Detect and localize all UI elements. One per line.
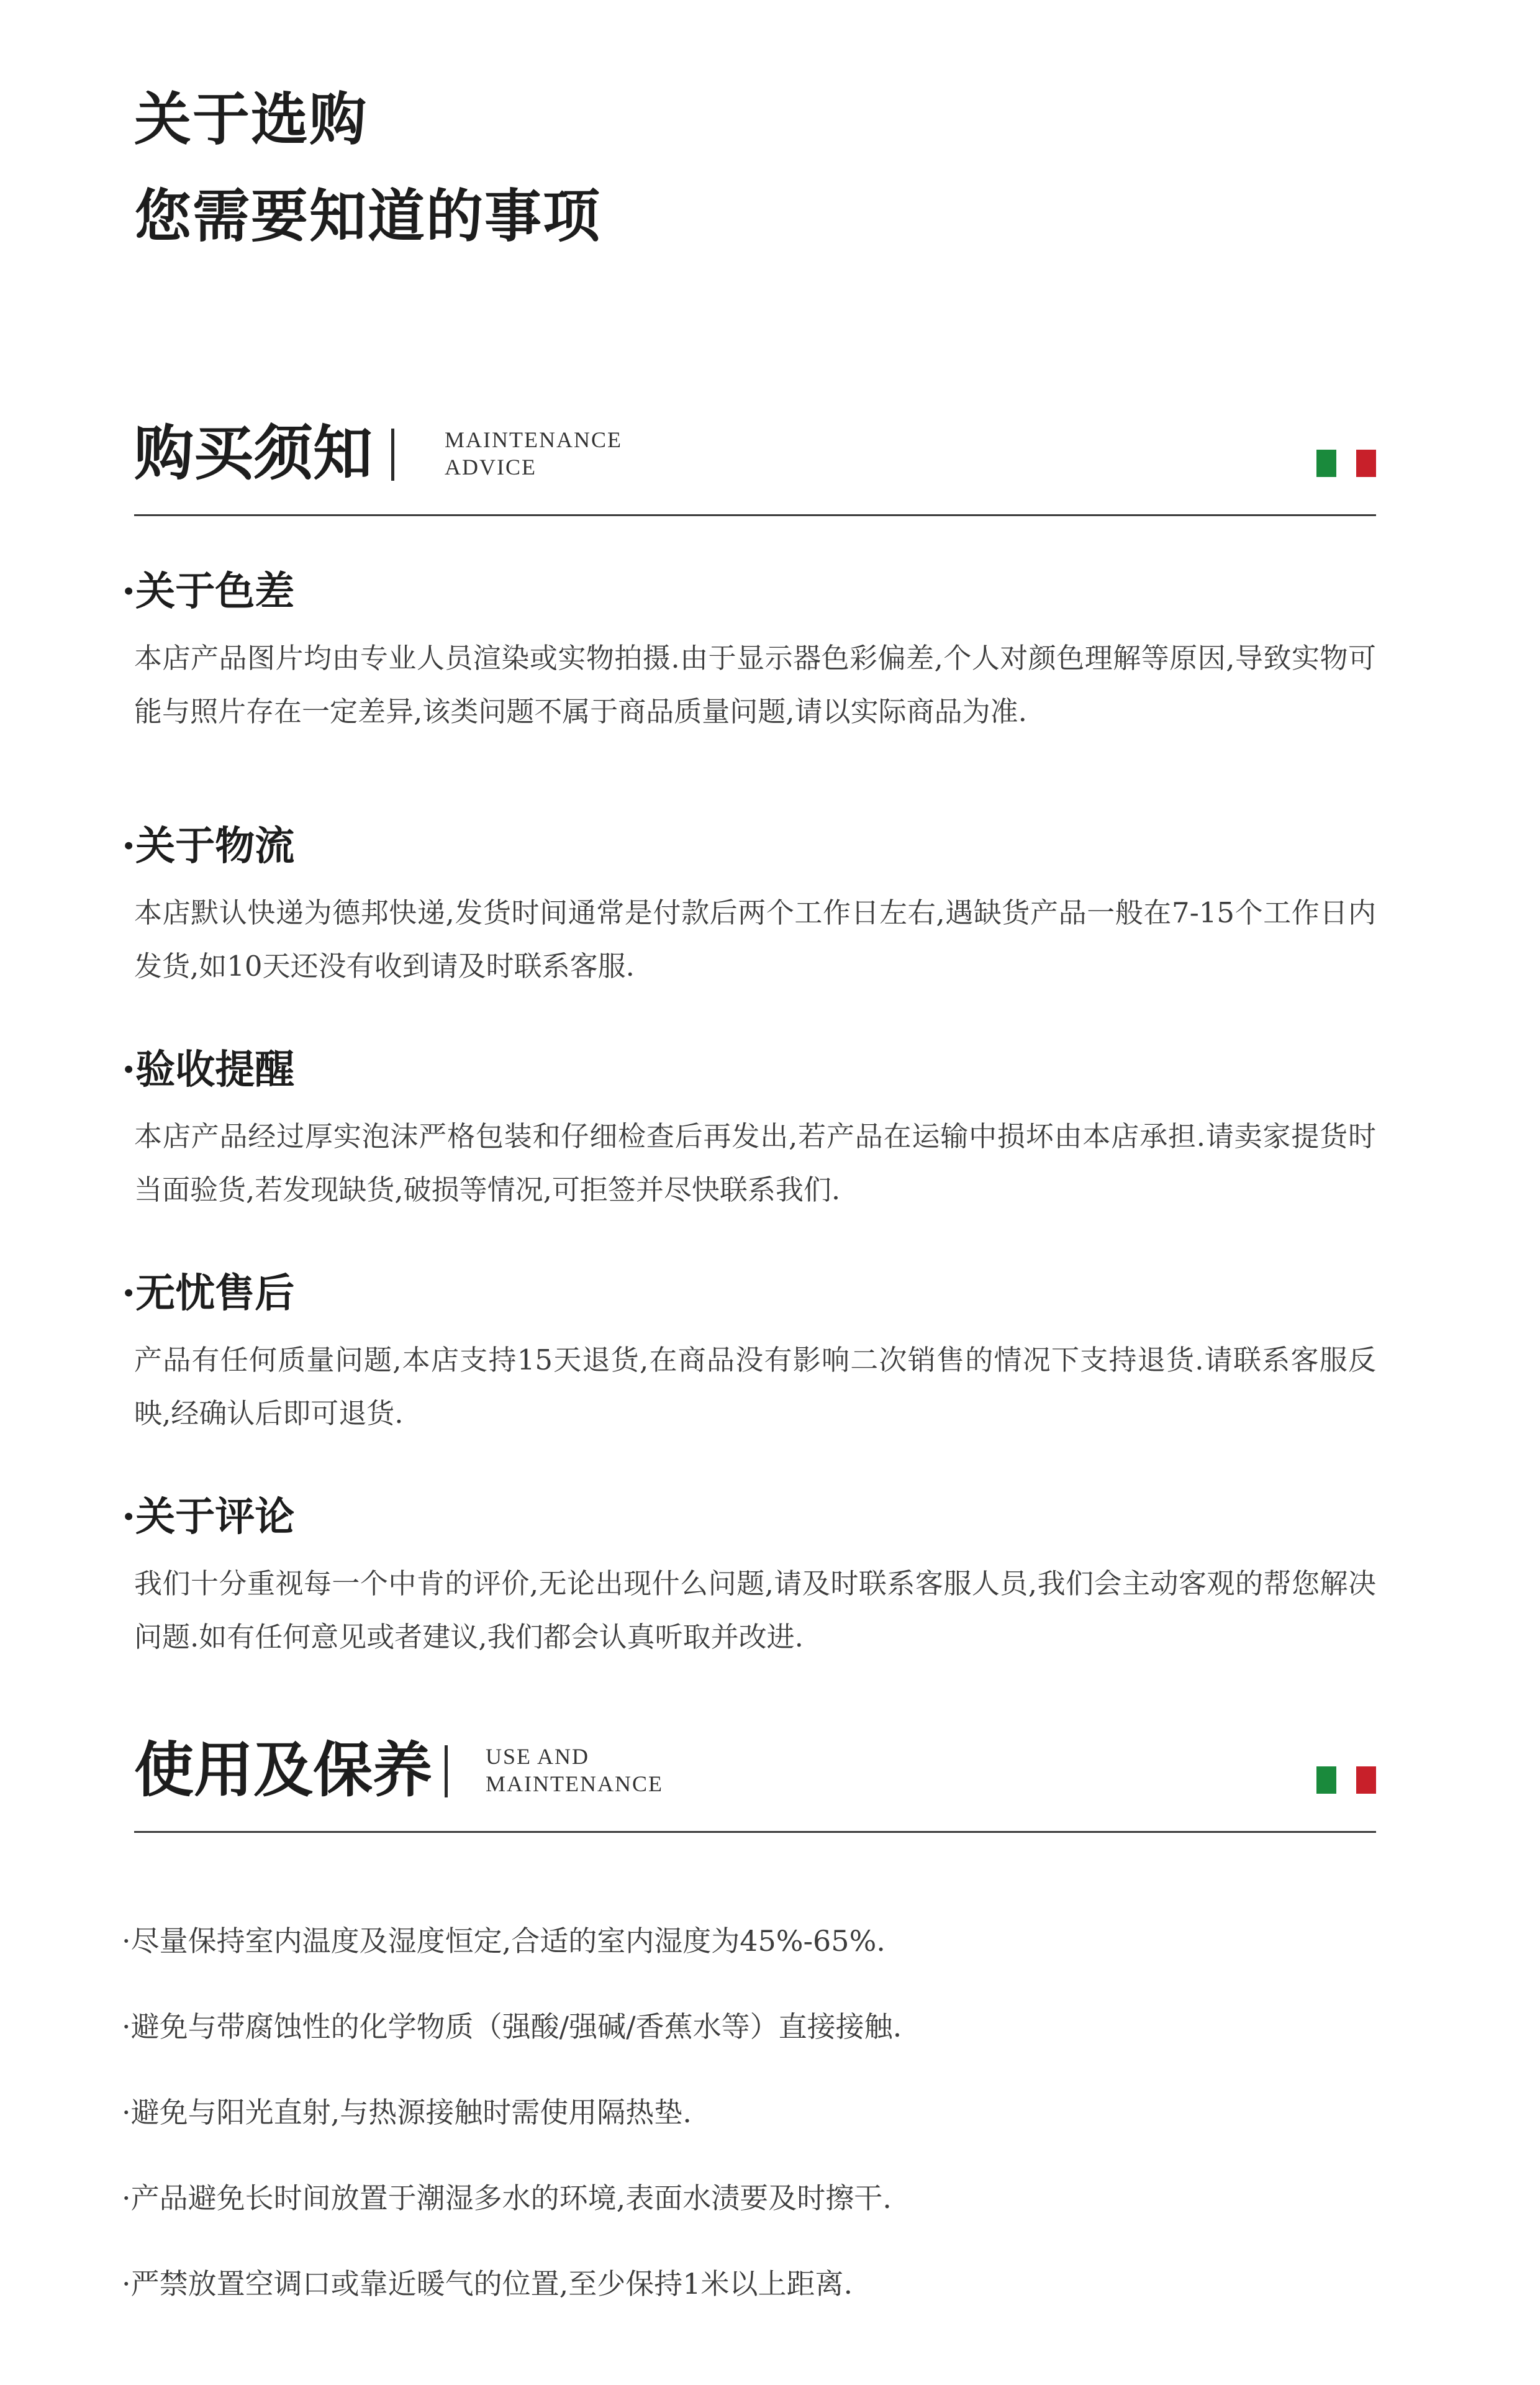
notice-body: 产品有任何质量问题,本店支持15天退货,在商品没有影响二次销售的情况下支持退货.请联系客服反映,经确认后即可退货.	[134, 1343, 1376, 1430]
purchase-section-subtitle	[445, 426, 622, 481]
title-divider	[445, 1745, 448, 1797]
subtitle-line1: MAINTENANCE	[445, 427, 622, 452]
notice-body: 本店产品经过厚实泡沫严格包装和仔细检查后再发出,若产品在运输中损坏由本店承担.请卖家提货时当面验货,若发现缺货,破损等情况,可拒签并尽快联系我们.	[134, 1120, 1376, 1206]
subtitle-line2: ADVICE	[445, 455, 537, 479]
care-item-chemicals: ·避免与带腐蚀性的化学物质（强酸/强碱/香蕉水等）直接接触.	[122, 2010, 902, 2043]
notice-item-logistics	[122, 823, 1379, 993]
flag-green-stripe	[1316, 1766, 1336, 1794]
notice-heading: ·关于物流	[122, 823, 295, 870]
title-divider	[391, 429, 394, 481]
notice-heading: ·验收提醒	[122, 1047, 295, 1093]
notice-body: 本店产品图片均由专业人员渲染或实物拍摄.由于显示器色彩偏差,个人对颜色理解等原因,导致实物可能与照片存在一定差异,该类问题不属于商品质量问题,请以实际商品为准.	[134, 642, 1376, 728]
notice-heading: ·无忧售后	[122, 1270, 295, 1317]
italian-flag-icon	[1316, 450, 1376, 477]
care-item-humidity: ·尽量保持室内温度及湿度恒定,合适的室内湿度为45%-65%.	[122, 1924, 886, 1958]
care-section-title: 使用及保养	[134, 1735, 432, 1805]
notice-body: 我们十分重视每一个中肯的评价,无论出现什么问题,请及时联系客服人员,我们会主动客观的帮您解决问题.如有任何意见或者建议,我们都会认真听取并改进.	[134, 1567, 1376, 1653]
italian-flag-icon	[1316, 1766, 1376, 1794]
notice-heading: ·关于色差	[122, 568, 295, 615]
intro-title-line1: 关于选购	[134, 86, 368, 153]
subtitle-line2: MAINTENANCE	[486, 1771, 663, 1796]
flag-green-stripe	[1316, 450, 1336, 477]
purchase-section-header	[134, 418, 1376, 548]
notice-item-after-sales	[122, 1270, 1379, 1440]
intro-title-line2: 您需要知道的事项	[134, 183, 602, 250]
notice-body: 本店默认快递为德邦快递,发货时间通常是付款后两个工作日左右,遇缺货产品一般在7-15个工作日内发货,如10天还没有收到请及时联系客服.	[134, 896, 1376, 983]
section-rule	[134, 514, 1376, 516]
notice-item-reviews	[122, 1494, 1379, 1664]
notice-item-color	[122, 568, 1379, 738]
care-item-heat-sources: ·严禁放置空调口或靠近暖气的位置,至少保持1米以上距离.	[122, 2267, 853, 2301]
notice-item-inspection	[122, 1047, 1379, 1217]
purchase-section-title: 购买须知	[134, 418, 373, 488]
notice-heading: ·关于评论	[122, 1494, 295, 1540]
care-section-header	[134, 1735, 1376, 1865]
care-item-sunlight: ·避免与阳光直射,与热源接触时需使用隔热垫.	[122, 2096, 692, 2129]
care-section-subtitle	[486, 1743, 663, 1797]
flag-red-stripe	[1356, 450, 1376, 477]
section-rule	[134, 1831, 1376, 1833]
flag-red-stripe	[1356, 1766, 1376, 1794]
care-item-moisture: ·产品避免长时间放置于潮湿多水的环境,表面水渍要及时擦干.	[122, 2181, 892, 2215]
subtitle-line1: USE AND	[486, 1744, 590, 1769]
